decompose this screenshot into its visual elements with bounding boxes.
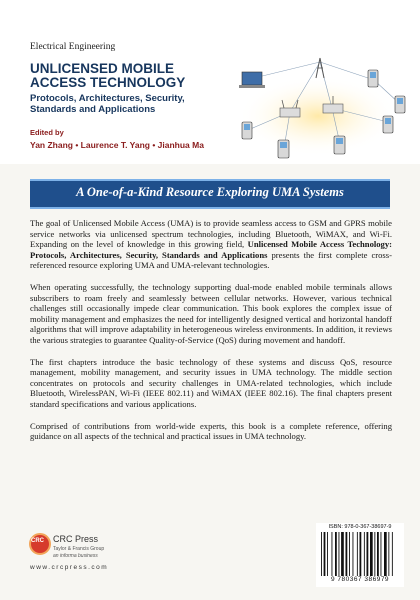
paragraph-1-text-b: presents the first complete cross-referenced resource exploring UMA and UMA-relevant technologies. [30, 249, 392, 271]
cell-tower-icon [316, 58, 324, 78]
publisher-tagline: an informa business [53, 553, 98, 559]
paragraph-2: When operating successfully, the technology supporting dual-mode enabled mobile terminals allows subscribers to roam freely and seamlessly between cellular networks. However, various technical challenges still occasionally impede clear communication. This book explores the complex issue of mobility management and emphasizes the need for intelligently designed vertical and horizontal handoff algorithms that will improve adaptability in heterogeneous wireless environments. In addition, it reviews the various strategies to guarantee Quality-of-Service (QoS) during movement and handoff. [30, 281, 392, 345]
mobile-phone-icon [368, 70, 378, 87]
description-body [30, 218, 392, 453]
book-title [30, 62, 185, 90]
publisher-name: CRC Press [53, 534, 99, 544]
mobile-phone-icon [278, 140, 289, 158]
paragraph-1 [30, 218, 392, 271]
barcode-block [316, 523, 404, 587]
paragraph-1-book-title: Unlicensed Mobile Access Technology: Protocols, Architectures, Security, Standards and Applications [30, 239, 393, 260]
crc-logo-icon [29, 533, 51, 555]
title-line-2: ACCESS TECHNOLOGY [30, 75, 186, 90]
crc-logo-text: CRC [31, 538, 44, 544]
paragraph-1-text-a: The goal of Unlicensed Mobile Access (UMA) is to provide seamless access to GSM and GPRS mobile service networks via unlicensed spectrum technologies, including Bluetooth, WiMAX, and Wi-Fi. Expanding on the level of knowledge in this growing field, [30, 218, 392, 250]
mobile-phone-icon [334, 136, 345, 154]
paragraph-3: The first chapters introduce the basic technology of these systems and discuss QoS, resource management, mobility management, and security issues in UMA technology. The middle section concentrates on protocols and security challenges in UMA-related technologies, which include Bluetooth, WirelessPAN, Wi-Fi (IEEE 802.11) and WiMAX (IEEE 802.16). The final chapters present standard specifications and various applications. [30, 356, 392, 409]
mobile-phone-icon [383, 116, 393, 133]
book-subtitle [30, 93, 185, 115]
network-illustration [228, 56, 414, 160]
author-list: Yan Zhang • Laurence T. Yang • Jianhua Ma [30, 140, 204, 150]
cover-header [0, 0, 420, 164]
mobile-phone-icon [242, 122, 252, 139]
series-label: Electrical Engineering [30, 42, 116, 52]
laptop-icon [239, 72, 265, 88]
paragraph-4: Comprised of contributions from world-wide experts, this book is a complete reference, offering guidance on all aspects of the technical and practical issues in UMA technology. [30, 420, 392, 442]
barcode-number: 9 780367 386979 [330, 576, 390, 583]
subtitle-line-1: Protocols, Architectures, Security, [30, 93, 185, 104]
publisher-group: Taylor & Francis Group [53, 546, 105, 552]
subtitle-line-2: Standards and Applications [30, 104, 156, 115]
title-line-1: UNLICENSED MOBILE [30, 61, 175, 76]
mobile-phone-icon [395, 96, 405, 113]
isbn-text: ISBN: 978-0-367-38697-9 [328, 524, 392, 530]
edited-by-label: Edited by [30, 128, 64, 137]
barcode-icon [320, 532, 400, 576]
tagline-banner [30, 179, 390, 209]
tagline-text: A One-of-a-Kind Resource Exploring UMA Systems [76, 185, 344, 199]
publisher-website: www.crcpress.com [30, 564, 109, 571]
